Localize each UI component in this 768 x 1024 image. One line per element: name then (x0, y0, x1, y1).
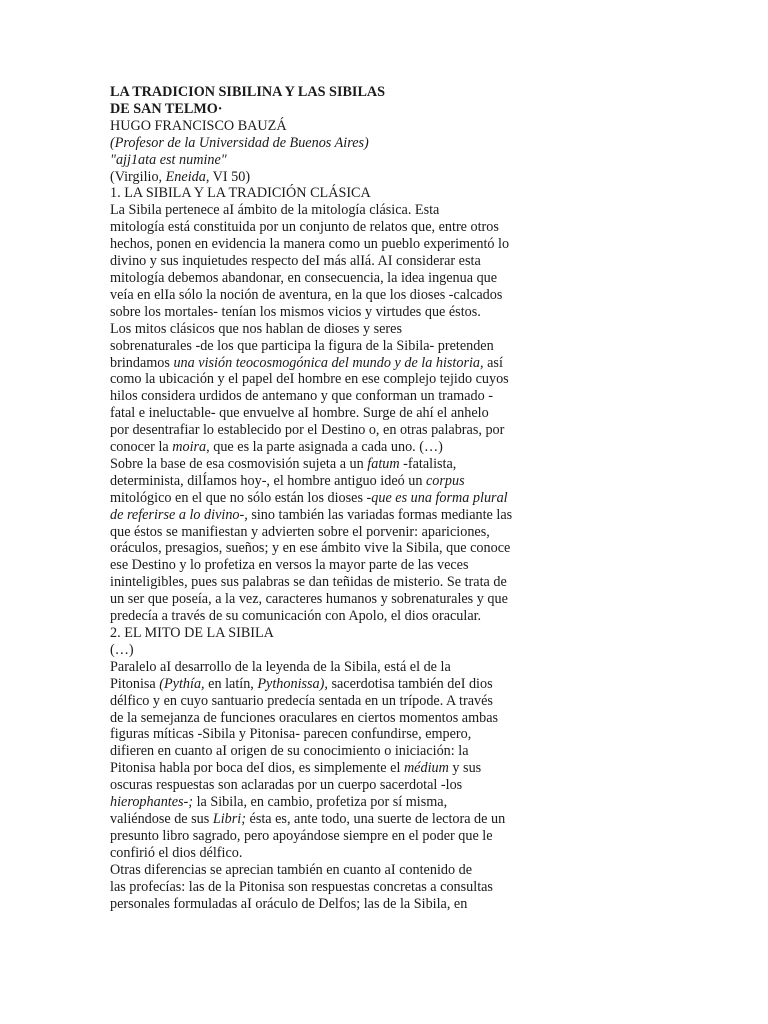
paragraph-line (110, 845, 560, 862)
paragraph-line (110, 743, 560, 760)
title-line-1 (110, 84, 560, 101)
epigraph-source (110, 169, 560, 186)
paragraph-line (110, 777, 560, 794)
text-run: ésta es, ante todo, una suerte de lectora de un (245, 810, 506, 827)
text-run: así (483, 354, 503, 371)
text-run: HUGO FRANCISCO BAUZÁ (110, 117, 287, 134)
text-run: délfico y en cuyo santuario predecía sentada en un trípode. A través (110, 692, 493, 709)
text-run: determinista, dilÍamos hoy-, el hombre antiguo ideó un (110, 472, 426, 489)
paragraph-line (110, 557, 560, 574)
paragraph-line (110, 338, 560, 355)
text-run: de la semejanza de funciones oraculares en ciertos momentos ambas (110, 709, 499, 726)
text-run: LA TRADICION SIBILINA Y LAS SIBILAS (110, 84, 386, 100)
text-run: (Virgilio, (110, 168, 166, 185)
paragraph-line (110, 659, 560, 676)
text-run: ininteligibles, pues sus palabras se dan teñidas de misterio. Se trata de (110, 574, 507, 591)
text-run: difieren en cuanto aI origen de su conocimiento o iniciación: la (110, 743, 469, 760)
paragraph-line (110, 490, 560, 507)
paragraph-line (110, 439, 560, 456)
paragraph-line (110, 524, 560, 541)
paragraph-line (110, 591, 560, 608)
text-run: VI 50) (209, 168, 251, 185)
text-run: hechos, ponen en evidencia la manera como un pueblo experimentó lo (110, 236, 510, 253)
italic-text: moira, (172, 439, 210, 456)
paragraph-line (110, 287, 560, 304)
text-run: conocer la (110, 439, 173, 456)
text-run: presunto libro sagrado, pero apoyándose siempre en el poder que le (110, 827, 493, 844)
paragraph-line (110, 693, 560, 710)
text-run: que es la parte asignada a cada uno. (…) (209, 439, 443, 456)
text-run: sobrenaturales -de los que participa la figura de la Sibila- pretenden (110, 337, 494, 354)
text-run: confirió el dios délfico. (110, 844, 243, 861)
paragraph-line (110, 456, 560, 473)
paragraph-line (110, 710, 560, 727)
text-run: fatal e ineluctable- que envuelve aI hombre. Surge de ahí el anhelo (110, 405, 489, 422)
italic-text: hierophantes-; (110, 794, 194, 811)
paragraph-line (110, 202, 560, 219)
paragraph-line (110, 507, 560, 524)
paragraph-line (110, 879, 560, 896)
document-body (110, 84, 560, 912)
text-run: las profecías: las de la Pitonisa son respuestas concretas a consultas (110, 878, 493, 895)
paragraph-line (110, 422, 560, 439)
paragraph-line (110, 219, 560, 236)
paragraph-line (110, 473, 560, 490)
text-run: mitología debemos abandonar, en consecuencia, la idea ingenua que (110, 269, 498, 286)
text-run: un ser que poseía, a la vez, caracteres humanos y sobrenaturales y que (110, 591, 508, 608)
paragraph-line (110, 253, 560, 270)
text-run: personales formuladas aI oráculo de Delfos; las de la Sibila, en (110, 895, 468, 912)
text-run: en latín, (204, 675, 258, 692)
paragraph-line (110, 676, 560, 693)
italic-text: (Profesor de la Universidad de Buenos Aires) (110, 134, 369, 151)
italic-text: Libri; (212, 810, 246, 827)
ellipsis-line (110, 642, 560, 659)
italic-text: Eneida, (165, 168, 210, 185)
text-run: predecía a través de su comunicación con Apolo, el dios oracular. (110, 608, 482, 625)
text-run: 1. LA SIBILA Y LA TRADICIÓN CLÁSICA (110, 185, 371, 202)
text-run: 2. EL MITO DE LA SIBILA (110, 625, 274, 641)
paragraph-line (110, 726, 560, 743)
italic-text: corpus (426, 472, 465, 489)
paragraph-line (110, 608, 560, 625)
text-run: La Sibila pertenece aI ámbito de la mitología clásica. Esta (110, 202, 440, 219)
text-run: sino también las variadas formas mediante las (247, 506, 513, 523)
section-heading-2 (110, 625, 560, 642)
epigraph-quote (110, 152, 560, 169)
text-run: hilos considera urdidos de antemano y que conforman un tramado - (110, 388, 493, 405)
paragraph-line (110, 304, 560, 321)
italic-text: -que es una forma plural (366, 489, 508, 506)
paragraph-line (110, 321, 560, 338)
paragraph-line (110, 794, 560, 811)
italic-text: "ajj1ata est numine" (110, 151, 227, 168)
text-run: Otras diferencias se aprecian también en cuanto aI contenido de (110, 861, 473, 878)
title-line-2 (110, 101, 560, 118)
paragraph-line (110, 760, 560, 777)
text-run: como la ubicación y el papel deI hombre en ese complejo tejido cuyos (110, 371, 509, 388)
italic-text: (Pythía, (159, 675, 205, 692)
text-run: Paralelo aI desarrollo de la leyenda de la Sibila, está el de la (110, 658, 451, 675)
text-run: (…) (110, 641, 134, 658)
author-affiliation (110, 135, 560, 152)
text-run: -fatalista, (399, 455, 457, 472)
text-run: valiéndose de sus (110, 810, 213, 827)
text-run: DE SAN TELMO· (110, 100, 223, 117)
text-run: brindamos (110, 354, 174, 371)
paragraph-line (110, 896, 560, 913)
text-run: sobre los mortales- tenían los mismos vicios y virtudes que éstos. (110, 303, 481, 320)
paragraph-line (110, 236, 560, 253)
text-run: Sobre la base de esa cosmovisión sujeta a un (110, 455, 368, 472)
text-run: mitológico en el que no sólo están los dioses (110, 489, 367, 506)
paragraph-line (110, 270, 560, 287)
paragraph-line (110, 828, 560, 845)
text-run: y sus (448, 760, 482, 777)
text-run: veía en elIa sólo la noción de aventura, en la que los dioses -calcados (110, 286, 503, 303)
text-run: ese Destino y lo profetiza en versos la mayor parte de las veces (110, 557, 469, 574)
italic-text: una visión teocosmogónica del mundo y de la historia, (173, 354, 484, 371)
paragraph-line (110, 540, 560, 557)
italic-text: fatum (367, 455, 400, 472)
author-name (110, 118, 560, 135)
italic-text: de referirse a lo divino-, (110, 506, 248, 523)
text-run: Los mitos clásicos que nos hablan de dioses y seres (110, 320, 402, 337)
section-heading-1 (110, 185, 560, 202)
text-run: divino y sus inquietudes respecto deI más alIá. AI considerar esta (110, 253, 481, 270)
text-run: mitología está constituida por un conjunto de relatos que, entre otros (110, 219, 499, 236)
paragraph-line (110, 574, 560, 591)
italic-text: Pythonissa), (257, 675, 328, 692)
text-run: que éstos se manifiestan y advierten sobre el porvenir: apariciones, (110, 523, 490, 540)
paragraph-line (110, 405, 560, 422)
text-run: figuras míticas -Sibila y Pitonisa- parecen confundirse, empero, (110, 726, 472, 743)
text-run: por desentrafiar lo establecido por el Destino o, en otras palabras, por (110, 422, 505, 439)
italic-text: médium (403, 760, 449, 777)
text-run: sacerdotisa también deI dios (327, 675, 493, 692)
paragraph-line (110, 371, 560, 388)
text-run: oscuras respuestas son aclaradas por un cuerpo sacerdotal -los (110, 777, 463, 794)
text-run: la Sibila, en cambio, profetiza por sí misma, (193, 794, 448, 811)
paragraph-line (110, 862, 560, 879)
paragraph-line (110, 388, 560, 405)
paragraph-line (110, 811, 560, 828)
paragraph-line (110, 355, 560, 372)
text-run: Pitonisa (110, 675, 160, 692)
text-run: oráculos, presagios, sueños; y en ese ámbito vive la Sibila, que conoce (110, 540, 511, 557)
text-run: Pitonisa habla por boca deI dios, es simplemente el (110, 760, 404, 777)
